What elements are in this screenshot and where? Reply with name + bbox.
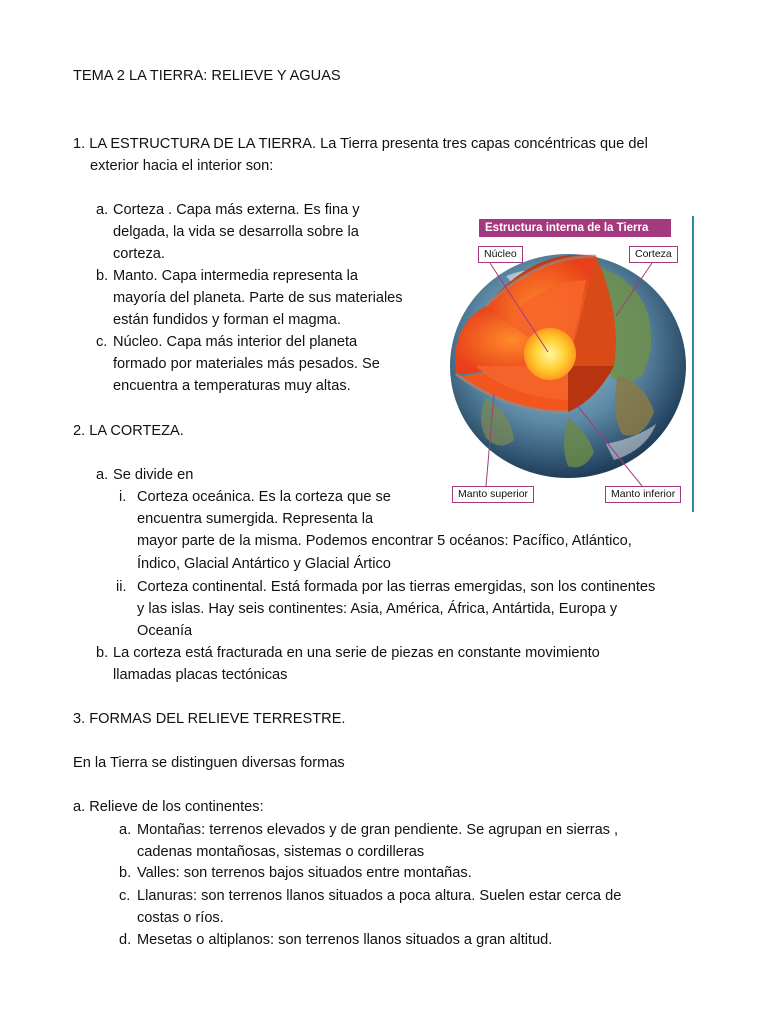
list-item-corteza: Corteza . Capa más externa. Es fina y xyxy=(113,202,360,218)
list-item-corteza-oceanica-cont: mayor parte de la misma. Podemos encontrar 5 océanos: Pacífico, Atlántico, xyxy=(137,533,632,549)
figure-title: Estructura interna de la Tierra xyxy=(479,219,671,237)
list-item-manto-cont: están fundidos y forman el magma. xyxy=(113,312,341,328)
list-item-placas: La corteza está fracturada en una serie de piezas en constante movimiento xyxy=(113,645,600,661)
earth-structure-figure xyxy=(446,216,694,512)
list-marker: a. xyxy=(119,822,132,838)
list-item-llanuras-cont: costas o ríos. xyxy=(137,910,224,926)
list-marker: b. xyxy=(96,645,109,661)
list-marker: a. xyxy=(96,467,109,483)
list-marker: a. xyxy=(96,202,109,218)
label-manto-inferior: Manto inferior xyxy=(605,486,681,503)
list-item-corteza-oceanica: Corteza oceánica. Es la corteza que se xyxy=(137,489,391,505)
list-item-nucleo: Núcleo. Capa más interior del planeta xyxy=(113,334,358,350)
section-1-heading: 1. LA ESTRUCTURA DE LA TIERRA. La Tierra presenta tres capas concéntricas que del xyxy=(73,136,648,152)
list-item-montanas-cont: cadenas montañosas, sistemas o cordilleras xyxy=(137,844,425,860)
list-item-mesetas: Mesetas o altiplanos: son terrenos llanos situados a gran altitud. xyxy=(137,932,553,948)
list-marker: d. xyxy=(119,932,132,948)
list-item-montanas: Montañas: terrenos elevados y de gran pendiente. Se agrupan en sierras , xyxy=(137,822,619,838)
list-item-corteza-continental-cont: y las islas. Hay seis continentes: Asia, América, África, Antártida, Europa y xyxy=(137,601,618,617)
list-item-manto: Manto. Capa intermedia representa la xyxy=(113,268,358,284)
list-item-corteza-oceanica-cont: Índico, Glacial Antártico y Glacial Ártico xyxy=(137,556,391,572)
section-1-heading-cont: exterior hacia el interior son: xyxy=(90,158,274,174)
page-title: TEMA 2 LA TIERRA: RELIEVE Y AGUAS xyxy=(73,68,341,84)
list-marker: b. xyxy=(96,268,109,284)
list-item-nucleo-cont: encuentra a temperaturas muy altas. xyxy=(113,378,351,394)
label-manto-superior: Manto superior xyxy=(452,486,534,503)
list-item-corteza-oceanica-cont: encuentra sumergida. Representa la xyxy=(137,511,374,527)
label-nucleo: Núcleo xyxy=(478,246,523,263)
list-item-corteza-continental: Corteza continental. Está formada por las tierras emergidas, son los continentes xyxy=(137,579,656,595)
section-3a-heading: a. Relieve de los continentes: xyxy=(73,799,264,815)
list-item-divide: Se divide en xyxy=(113,467,194,483)
list-item-nucleo-cont: formado por materiales más pesados. Se xyxy=(113,356,380,372)
section-3-heading: 3. FORMAS DEL RELIEVE TERRESTRE. xyxy=(73,711,346,727)
list-item-manto-cont: mayoría del planeta. Parte de sus materiales xyxy=(113,290,403,306)
list-marker: ii. xyxy=(116,579,127,595)
list-item-valles: Valles: son terrenos bajos situados entre montañas. xyxy=(137,865,472,881)
list-item-corteza-cont: delgada, la vida se desarrolla sobre la xyxy=(113,224,359,240)
list-marker: c. xyxy=(96,334,108,350)
label-corteza: Corteza xyxy=(629,246,678,263)
list-item-placas-cont: llamadas placas tectónicas xyxy=(113,667,288,683)
section-2-heading: 2. LA CORTEZA. xyxy=(73,423,184,439)
list-item-corteza-cont: corteza. xyxy=(113,246,165,262)
list-item-llanuras: Llanuras: son terrenos llanos situados a poca altura. Suelen estar cerca de xyxy=(137,888,622,904)
list-marker: b. xyxy=(119,865,132,881)
list-marker: i. xyxy=(119,489,127,505)
list-marker: c. xyxy=(119,888,131,904)
list-item-corteza-continental-cont: Oceanía xyxy=(137,623,193,639)
section-3-intro: En la Tierra se distinguen diversas formas xyxy=(73,755,345,771)
